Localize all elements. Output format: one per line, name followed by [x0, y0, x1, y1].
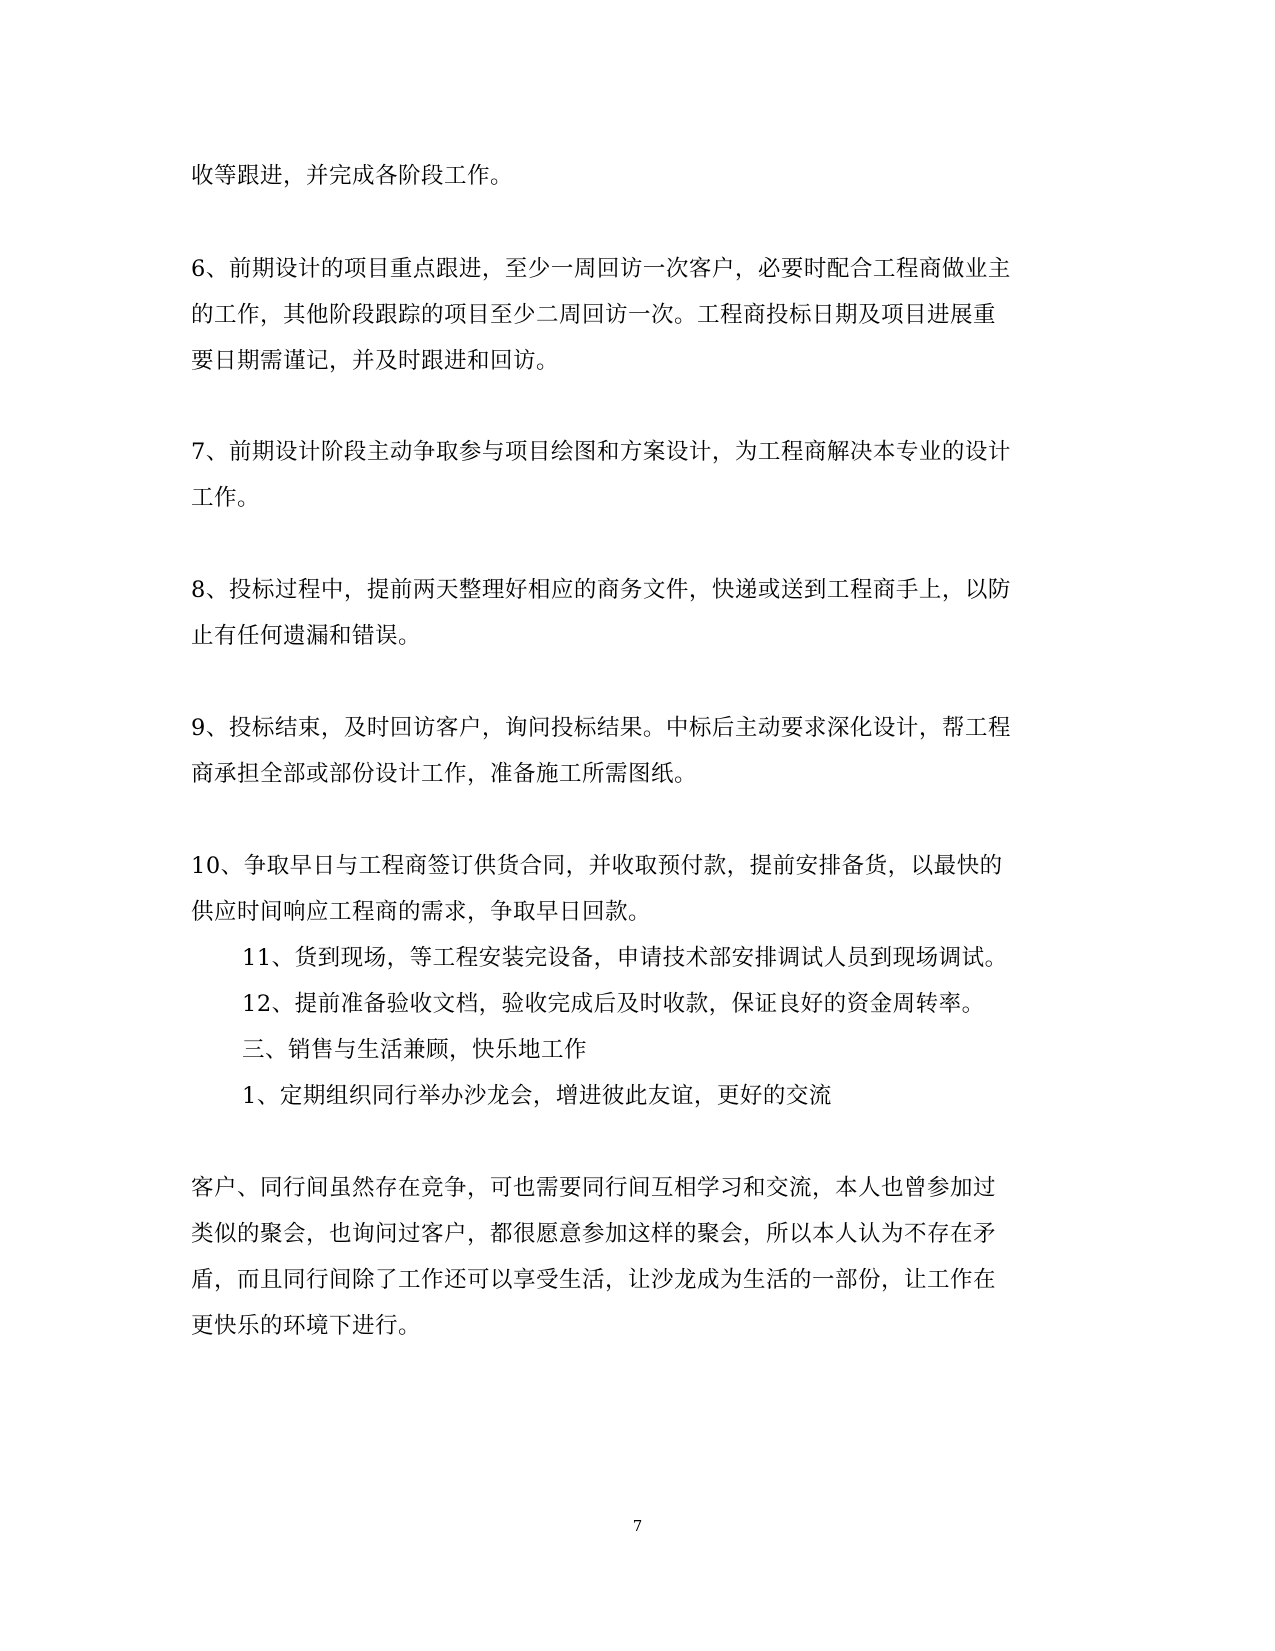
section-heading: 三、销售与生活兼顾，快乐地工作	[242, 1037, 588, 1063]
text-line: 10、争取早日与工程商签订供货合同，并收取预付款，提前安排备货，以最快的	[191, 853, 1003, 879]
text-line: 供应时间响应工程商的需求，争取早日回款。	[191, 899, 652, 925]
text-line: 8、投标过程中，提前两天整理好相应的商务文件，快递或送到工程商手上，以防	[191, 577, 1011, 603]
text-line: 更快乐的环境下进行。	[191, 1313, 422, 1339]
text-line: 11、货到现场，等工程安装完设备，申请技术部安排调试人员到现场调试。	[242, 945, 1008, 971]
text-line: 1、定期组织同行举办沙龙会，增进彼此友谊，更好的交流	[242, 1083, 832, 1109]
text-line: 工作。	[191, 485, 261, 511]
text-line: 12、提前准备验收文档，验收完成后及时收款，保证良好的资金周转率。	[242, 991, 985, 1017]
text-line: 止有任何遗漏和错误。	[191, 623, 422, 649]
text-line: 要日期需谨记，并及时跟进和回访。	[191, 348, 560, 374]
text-line: 9、投标结束，及时回访客户，询问投标结果。中标后主动要求深化设计，帮工程	[191, 715, 1011, 741]
page-number: 7	[632, 1517, 643, 1535]
text-line: 盾，而且同行间除了工作还可以享受生活，让沙龙成为生活的一部份，让工作在	[191, 1267, 997, 1293]
text-line: 客户、同行间虽然存在竞争，可也需要同行间互相学习和交流，本人也曾参加过	[191, 1175, 997, 1201]
text-line: 7、前期设计阶段主动争取参与项目绘图和方案设计，为工程商解决本专业的设计	[191, 439, 1011, 465]
text-line: 商承担全部或部份设计工作，准备施工所需图纸。	[191, 761, 698, 787]
text-line: 6、前期设计的项目重点跟进，至少一周回访一次客户，必要时配合工程商做业主	[191, 256, 1011, 282]
text-line: 的工作，其他阶段跟踪的项目至少二周回访一次。工程商投标日期及项目进展重	[191, 302, 997, 328]
text-line: 收等跟进，并完成各阶段工作。	[191, 163, 514, 189]
text-line: 类似的聚会，也询问过客户，都很愿意参加这样的聚会，所以本人认为不存在矛	[191, 1221, 997, 1247]
